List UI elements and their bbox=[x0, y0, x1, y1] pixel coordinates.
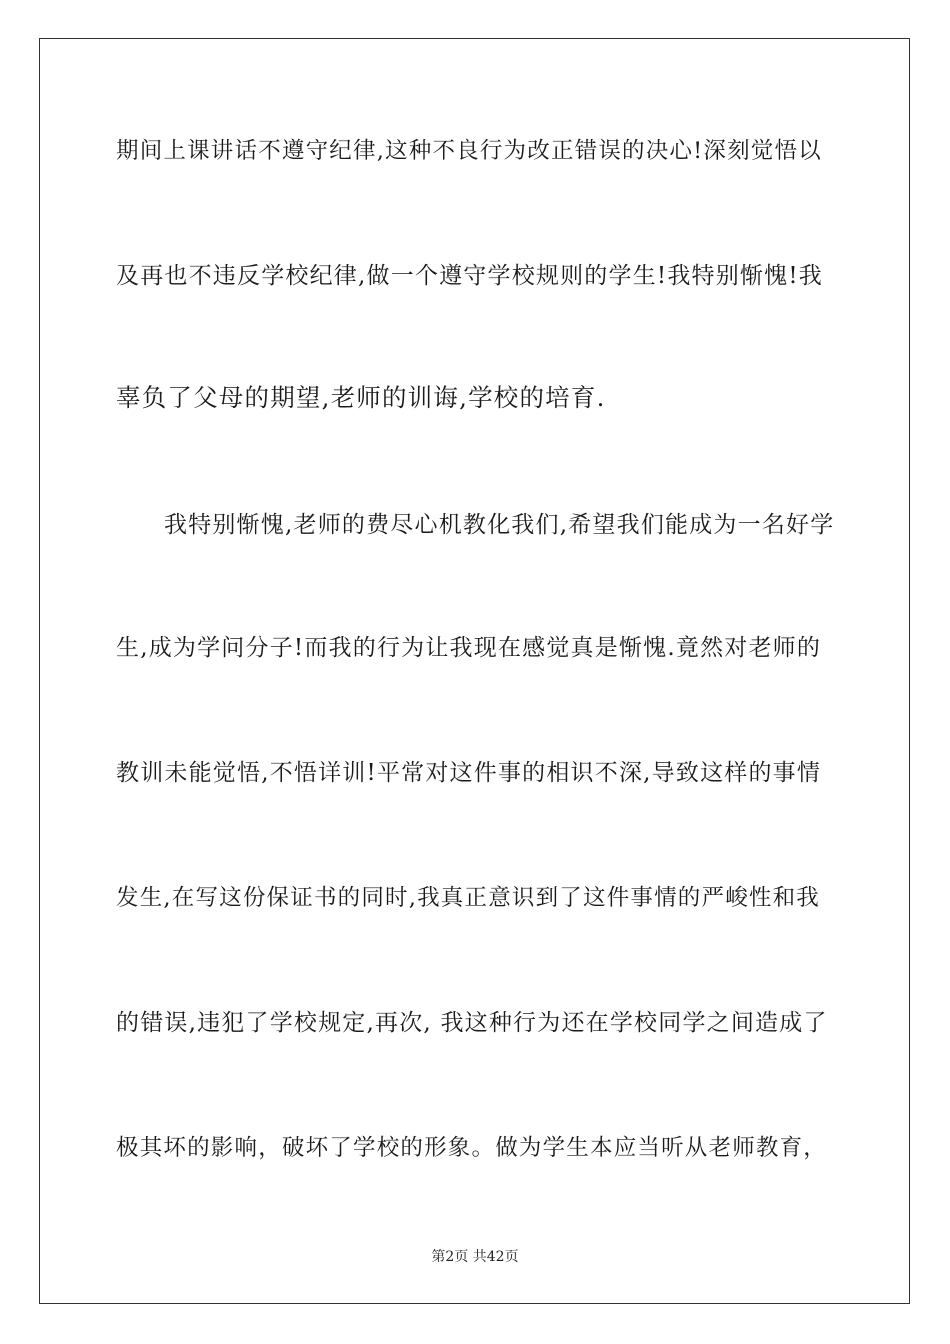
page-border bbox=[39, 38, 910, 1304]
page-number-footer: 第2页 共42页 bbox=[431, 1249, 519, 1265]
body-line-2: 及再也不违反学校纪律,做一个遵守学校规则的学生!我特别惭愧!我 bbox=[116, 263, 823, 289]
body-line-5: 生,成为学问分子!而我的行为让我现在感觉真是惭愧.竟然对老师的 bbox=[116, 635, 822, 661]
body-line-4-paragraph-start: 我特别惭愧,老师的费尽心机教化我们,希望我们能成为一名好学 bbox=[164, 512, 835, 538]
body-line-8: 的错误,违犯了学校规定,再次, 我这种行为还在学校同学之间造成了 bbox=[116, 1010, 828, 1036]
body-line-3: 辜负了父母的期望,老师的训诲,学校的培育. bbox=[116, 383, 606, 412]
body-line-7: 发生,在写这份保证书的同时,我真正意识到了这件事情的严峻性和我 bbox=[116, 885, 821, 911]
body-line-1: 期间上课讲话不遵守纪律,这种不良行为改正错误的决心!深刻觉悟以 bbox=[116, 138, 822, 164]
body-line-9: 极其坏的影响，破坏了学校的形象。做为学生本应当听从老师教育， bbox=[116, 1135, 828, 1161]
body-line-6: 教训未能觉悟,不悟详训!平常对这件事的相识不深,导致这样的事情 bbox=[116, 760, 822, 786]
